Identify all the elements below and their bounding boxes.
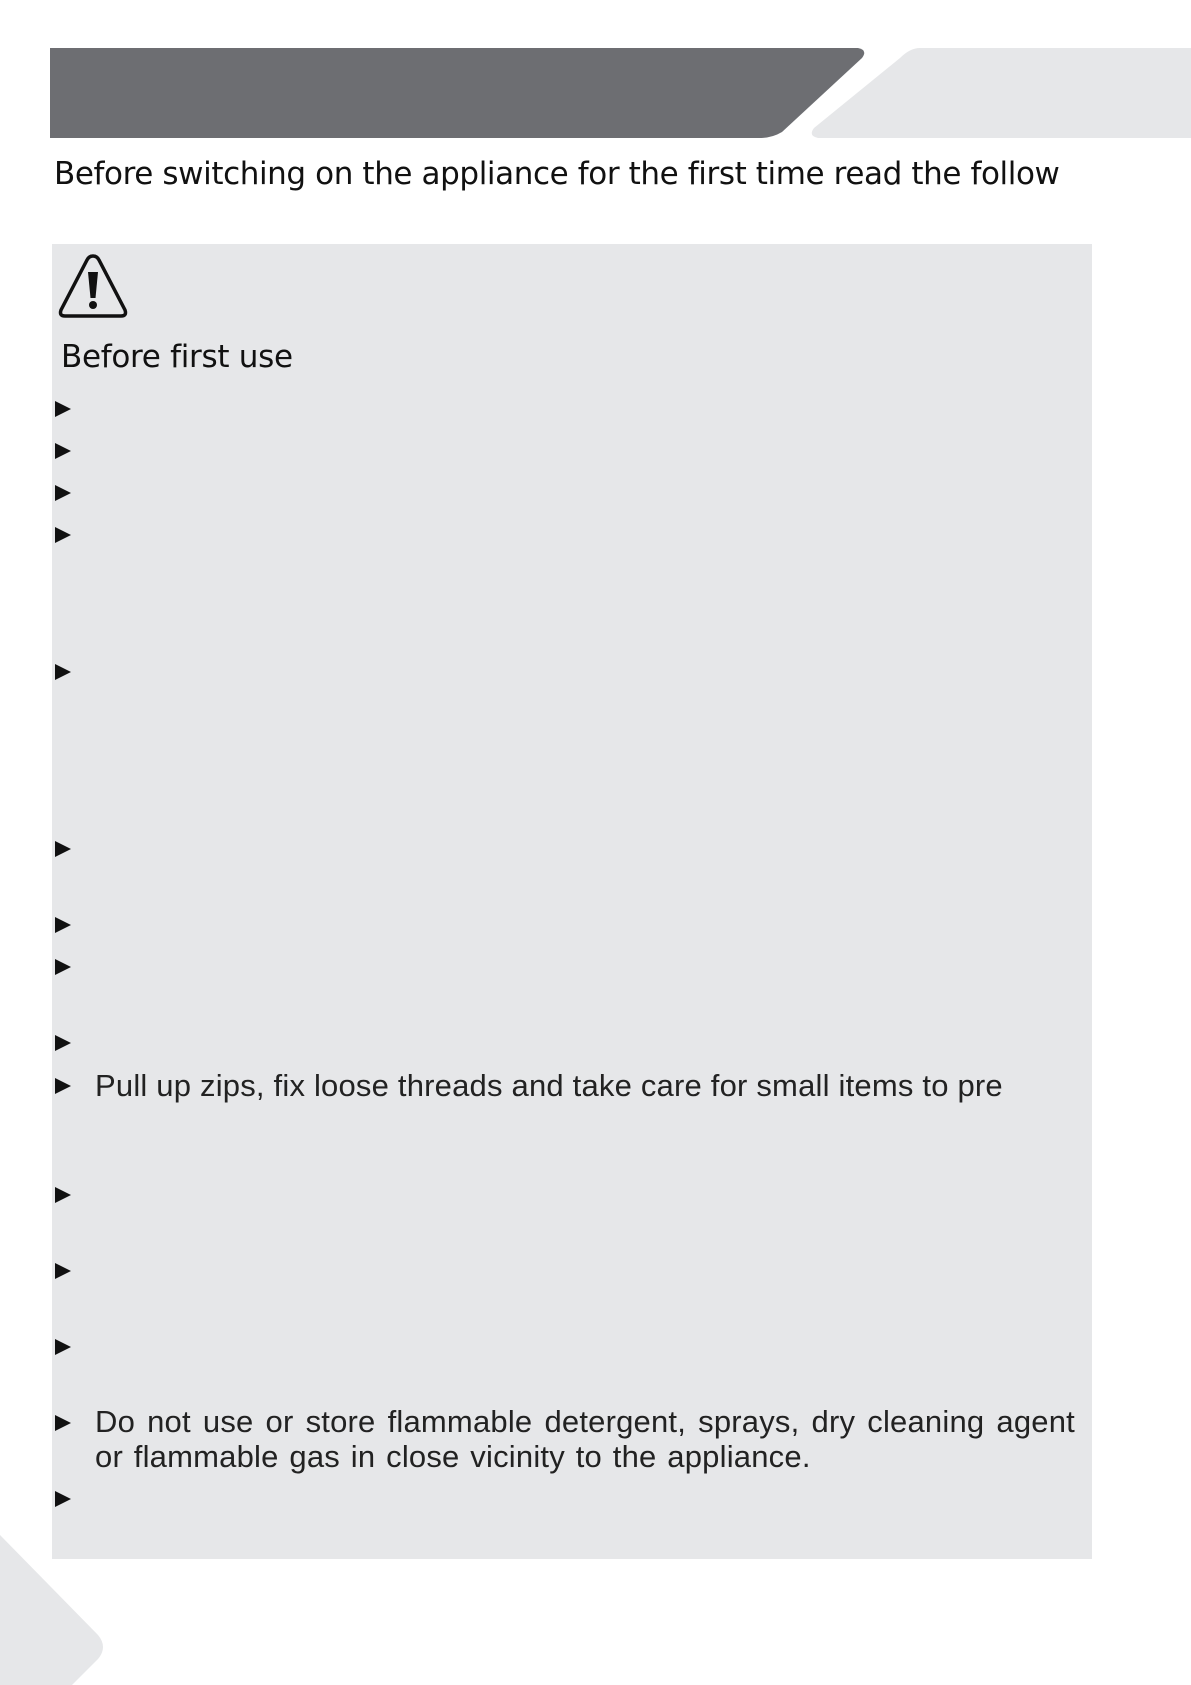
list-item: Do not use or store flammable detergent, sprays, dry cleaning agent or flammable gas in close vicinity to the appliance. (95, 1404, 1075, 1474)
box-heading: Before first use (61, 339, 293, 375)
bullet-icon (55, 664, 71, 680)
bullet-icon (55, 1263, 71, 1279)
warning-triangle-icon (57, 252, 129, 320)
bullet-icon (55, 527, 71, 543)
bullet-icon (55, 401, 71, 417)
bullet-icon (55, 443, 71, 459)
corner-decoration (0, 1535, 110, 1685)
bullet-icon (55, 1339, 71, 1355)
bullet-icon (55, 959, 71, 975)
bullet-icon (55, 917, 71, 933)
bullet-icon (55, 1078, 71, 1094)
warning-box (52, 244, 1092, 1559)
header-dark-tab (50, 48, 864, 138)
list-item: Pull up zips, fix loose threads and take care for small items to pre (95, 1068, 1003, 1103)
bullet-icon (55, 841, 71, 857)
bullet-icon (55, 1415, 71, 1431)
intro-text: Before switching on the appliance for the first time read the follow (54, 156, 1060, 192)
bullet-icon (55, 1187, 71, 1203)
bullet-icon (55, 1491, 71, 1507)
header-light-tab (812, 48, 1191, 138)
bullet-icon (55, 1035, 71, 1051)
bullet-icon (55, 485, 71, 501)
header-bar (0, 0, 1191, 150)
